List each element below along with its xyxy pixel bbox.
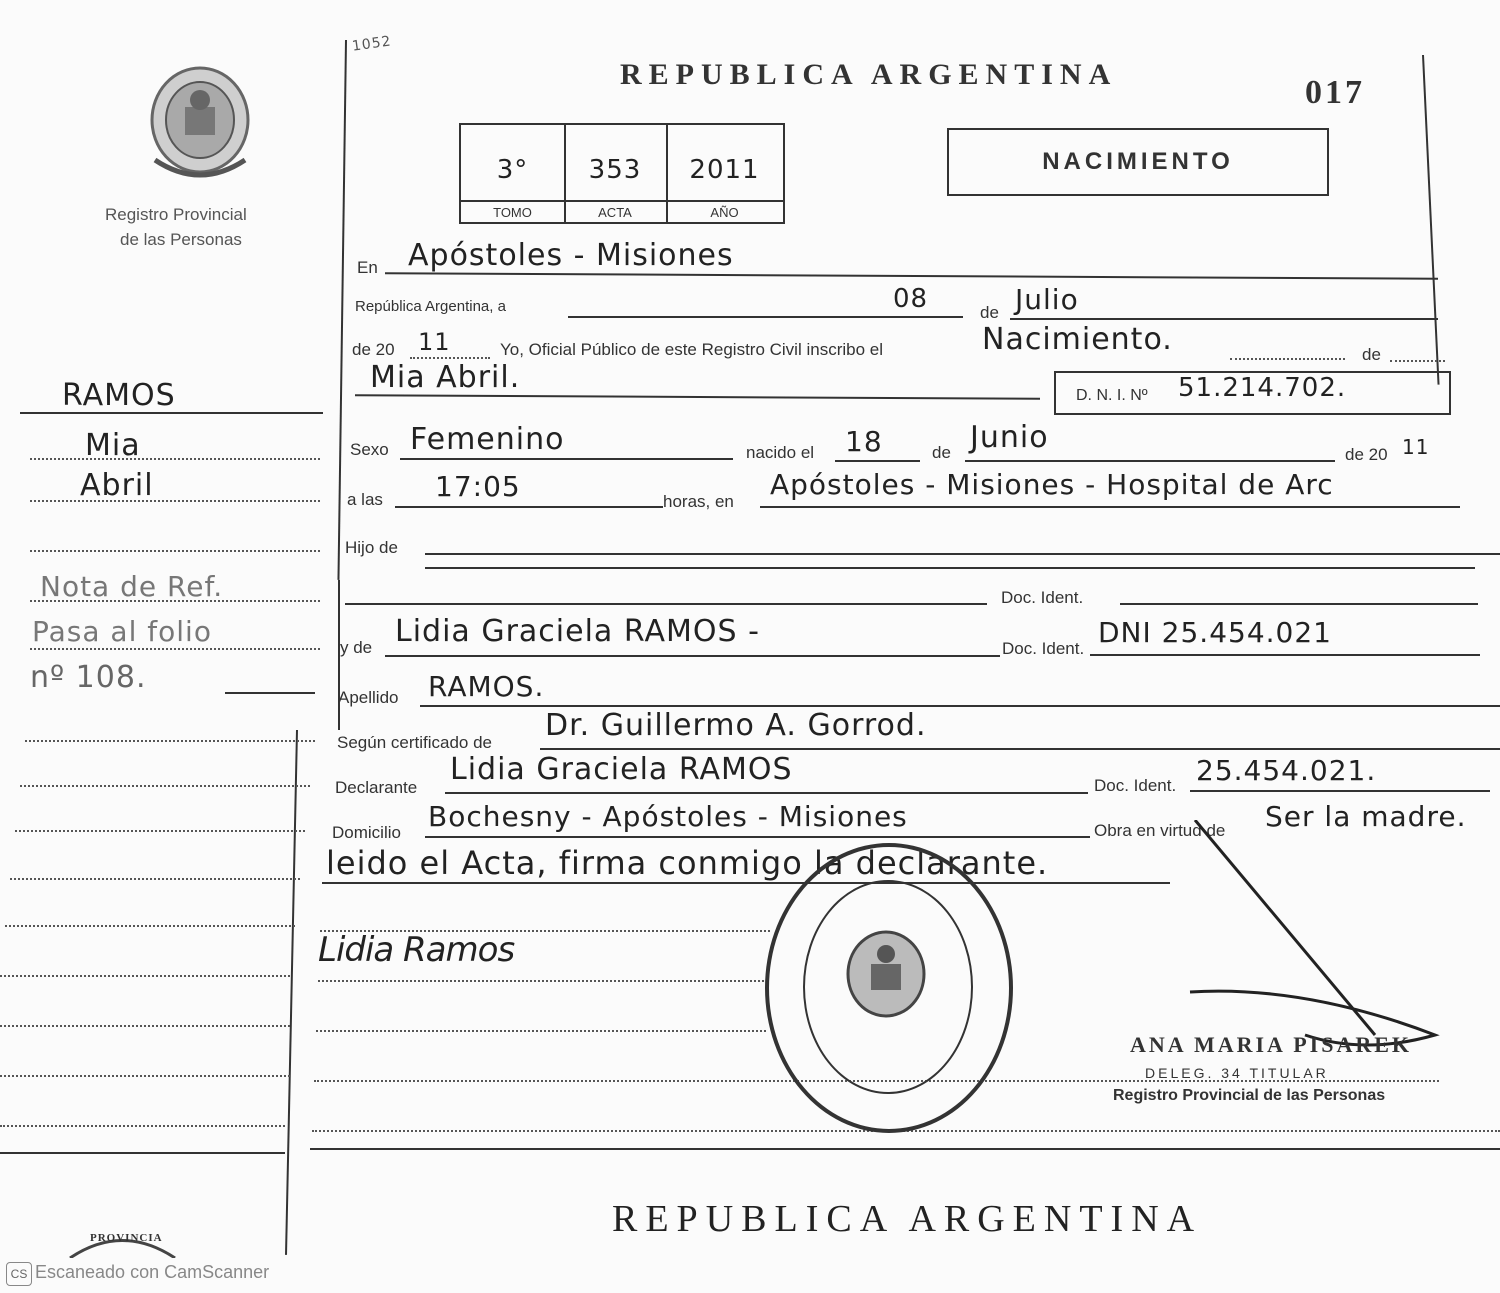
doc-ident3-label: Doc. Ident. xyxy=(1094,776,1177,795)
child-name: Mia Abril. xyxy=(370,360,521,395)
apellido-value: RAMOS. xyxy=(428,670,545,703)
statement-text: Yo, Oficial Público de este Registro Civil inscribo el xyxy=(500,340,883,359)
margin-dotline xyxy=(30,648,320,650)
margin-dotline xyxy=(30,600,320,602)
birth-month: Junio xyxy=(970,420,1049,455)
birth-day-line xyxy=(835,460,920,462)
margin-note3: nº 108. xyxy=(30,660,147,695)
birth-day: 18 xyxy=(845,425,883,458)
segun-value: Dr. Guillermo A. Gorrod. xyxy=(545,708,927,743)
margin-note1: Nota de Ref. xyxy=(40,570,224,603)
sexo-value: Femenino xyxy=(410,422,565,457)
footer-country-title: REPUBLICA ARGENTINA xyxy=(612,1198,1203,1240)
form-dotline xyxy=(318,980,768,982)
declarante-value: Lidia Graciela RAMOS xyxy=(450,752,793,787)
dni-box xyxy=(1054,371,1451,415)
margin-rule xyxy=(225,692,315,694)
declarante-doc: 25.454.021. xyxy=(1196,754,1377,787)
book-reference-box xyxy=(459,123,785,224)
anio-value: 2011 xyxy=(689,155,760,185)
margin-dotline xyxy=(0,1125,285,1127)
acta-value: 353 xyxy=(588,155,642,185)
domicilio-label: Domicilio xyxy=(332,823,401,842)
horas-label: horas, en xyxy=(663,492,734,511)
alas-label: a las xyxy=(347,490,383,509)
sexo-label: Sexo xyxy=(350,440,389,459)
provincial-coat-of-arms-icon xyxy=(145,65,255,185)
tomo-label: TOMO xyxy=(461,200,564,220)
place-value: Apóstoles - Misiones - Hospital de Arc xyxy=(770,468,1334,501)
agency-name-line2: de las Personas xyxy=(120,230,242,249)
mother-doc-line xyxy=(1090,654,1480,656)
margin-name2: Abril xyxy=(80,468,154,503)
apellido-line xyxy=(420,705,1500,707)
declarante-label: Declarante xyxy=(335,778,418,797)
margin-dotline xyxy=(0,975,290,977)
obra-label: Obra en virtud de xyxy=(1094,821,1226,840)
tomo-value: 3° xyxy=(496,155,529,185)
right-page-border xyxy=(1422,55,1440,385)
margin-dotline xyxy=(0,1025,290,1027)
de3-label: de xyxy=(932,443,951,462)
declarant-signature: Lidia Ramos xyxy=(318,930,515,970)
domicilio-line xyxy=(425,836,1090,838)
segun-line xyxy=(540,748,1500,750)
margin-dotline xyxy=(10,878,300,880)
seal-emblem-icon xyxy=(845,930,927,1018)
hijo-label: Hijo de xyxy=(345,538,398,557)
camscanner-logo-icon: CS xyxy=(6,1262,32,1286)
birth-year-value: 11 xyxy=(1402,435,1430,459)
segun-label: Según certificado de xyxy=(337,733,492,752)
acta-cell xyxy=(564,125,668,222)
margin-dotline xyxy=(30,458,320,460)
mother-name-line xyxy=(385,655,1000,657)
de2-dotline xyxy=(1390,360,1445,362)
hijo-line xyxy=(425,553,1500,555)
nacido-label: nacido el xyxy=(746,443,815,462)
left-page-border xyxy=(337,40,347,580)
margin-dotline xyxy=(25,740,315,742)
margin-name1: Mia xyxy=(85,428,141,463)
birth-month-line xyxy=(965,460,1335,462)
de2-label: de xyxy=(1362,345,1381,364)
doc-ident2-label: Doc. Ident. xyxy=(1002,639,1085,658)
father-doc-line xyxy=(345,603,987,605)
hijo-line2 xyxy=(425,567,1475,569)
birth-year-label: de 20 xyxy=(1345,445,1388,464)
place-line xyxy=(760,506,1460,508)
left-page-border-bottom xyxy=(285,730,298,1255)
margin-dotline xyxy=(5,925,295,927)
signatory-name: ANA MARIA PISAREK xyxy=(1130,1032,1413,1057)
anio-label: AÑO xyxy=(666,200,783,220)
margin-rule xyxy=(20,412,323,414)
doc-ident-line xyxy=(1120,603,1478,605)
en-value: Apóstoles - Misiones xyxy=(408,238,734,273)
page-number: 017 xyxy=(1305,74,1365,111)
apellido-label: Apellido xyxy=(338,688,399,707)
closing-text: leido el Acta, firma conmigo la declarante. xyxy=(326,844,1049,882)
doc-ident-label: Doc. Ident. xyxy=(1001,588,1084,607)
country-title: REPUBLICA ARGENTINA xyxy=(620,58,1118,91)
dni-label: D. N. I. Nº xyxy=(1076,387,1148,404)
obra-value: Ser la madre. xyxy=(1265,800,1467,833)
domicilio-value: Bochesny - Apóstoles - Misiones xyxy=(428,800,908,833)
time-line xyxy=(395,506,663,508)
agency-name-line1: Registro Provincial xyxy=(105,205,247,224)
republica-line xyxy=(568,316,963,318)
official-signature-icon xyxy=(1185,820,1445,1060)
child-name-line xyxy=(355,394,1040,400)
time-value: 17:05 xyxy=(435,470,521,503)
year-value: 11 xyxy=(418,328,451,356)
day-value: 08 xyxy=(893,284,929,314)
month-prefix-label: de xyxy=(980,303,999,322)
signatory-org: Registro Provincial de las Personas xyxy=(1113,1087,1386,1104)
en-line xyxy=(385,272,1438,280)
inscribe-value: Nacimiento. xyxy=(982,322,1173,357)
month-value: Julio xyxy=(1015,283,1079,316)
year-dotline xyxy=(410,357,490,359)
republica-label: República Argentina, a xyxy=(355,298,506,315)
yde-label: y de xyxy=(340,638,373,657)
acta-label: ACTA xyxy=(564,200,666,220)
margin-dotline xyxy=(0,1075,290,1077)
dni-value: 51.214.702. xyxy=(1178,373,1347,403)
year-prefix-label: de 20 xyxy=(352,340,395,359)
margin-dotline xyxy=(30,500,320,502)
record-type-box: NACIMIENTO xyxy=(947,128,1329,196)
margin-surname: RAMOS xyxy=(62,378,176,413)
margin-dotline xyxy=(15,830,305,832)
signatory-title: DELEG. 34 TITULAR xyxy=(1145,1065,1329,1081)
footer-seal-text: PROVINCIA xyxy=(90,1232,163,1244)
left-bottom-rule xyxy=(0,1152,285,1154)
declarante-line xyxy=(445,792,1088,794)
anio-cell xyxy=(666,125,783,222)
camscanner-watermark: Escaneado con CamScanner xyxy=(35,1262,270,1282)
margin-dotline xyxy=(20,785,310,787)
margin-note2: Pasa al folio xyxy=(32,615,212,648)
corner-note: 1052 xyxy=(351,33,393,55)
tomo-cell xyxy=(461,125,566,222)
sexo-line xyxy=(400,458,733,460)
mother-name: Lidia Graciela RAMOS - xyxy=(395,614,760,649)
month-line xyxy=(1010,318,1438,320)
en-label: En xyxy=(357,258,378,277)
declarante-doc-line xyxy=(1190,790,1490,792)
bottom-form-rule xyxy=(310,1148,1500,1150)
inscribe-dotline xyxy=(1230,358,1345,360)
margin-dotline xyxy=(30,550,320,552)
mother-doc: DNI 25.454.021 xyxy=(1098,616,1332,649)
closing-line xyxy=(322,882,1170,884)
form-dotline xyxy=(316,1030,766,1032)
